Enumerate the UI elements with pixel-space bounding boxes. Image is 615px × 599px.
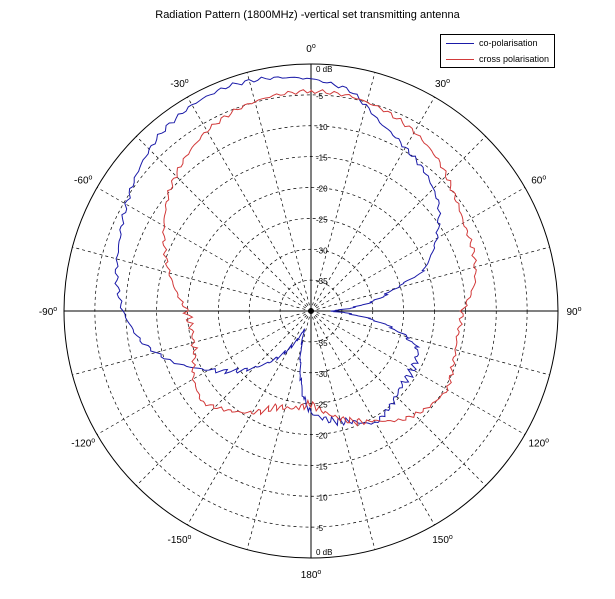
legend-label-cross-polarisation: cross polarisation <box>479 54 550 64</box>
ring-tick-label-bottom: -20 <box>316 431 328 441</box>
ring-tick-label-top: -35 <box>316 277 328 287</box>
legend-entry-cross-polarisation <box>441 53 554 67</box>
ring-tick-label-bottom: 0 dB <box>316 548 333 557</box>
ring-tick-label-bottom: -35 <box>316 338 328 348</box>
angle-label: 30$^o$ <box>434 78 451 91</box>
legend-swatch-cross-polarisation <box>446 59 474 60</box>
grid-spoke <box>247 72 311 311</box>
angle-label: -30$^o$ <box>170 78 189 91</box>
chart-title: Radiation Pattern (1800MHz) -vertical set transmitting antenna <box>155 9 460 21</box>
angle-label: -60$^o$ <box>74 174 93 187</box>
angle-label: -90$^o$ <box>38 306 58 318</box>
series-co-polarisation-trace <box>115 77 441 425</box>
legend-entry-co-polarisation <box>441 37 554 51</box>
legend-label-co-polarisation: co-polarisation <box>479 38 538 48</box>
ring-tick-label-top: 0 dB <box>316 65 333 74</box>
angle-label: 0$^o$ <box>306 43 316 55</box>
series-layer <box>115 77 476 426</box>
angle-label: -120$^o$ <box>71 437 96 450</box>
angle-label: 150$^o$ <box>432 533 453 546</box>
ring-tick-label-bottom: -25 <box>316 400 328 410</box>
ring-tick-label-top: -5 <box>316 91 324 101</box>
polar-grid <box>64 64 558 558</box>
legend <box>440 34 555 68</box>
ring-tick-label-top: -20 <box>316 184 328 194</box>
angle-label: 60$^o$ <box>531 174 547 187</box>
grid-spoke <box>136 136 311 311</box>
grid-spoke <box>311 97 435 311</box>
ring-tick-label-bottom: -10 <box>316 493 328 503</box>
angle-label: 90$^o$ <box>566 306 582 318</box>
ring-tick-label-top: -30 <box>316 246 328 256</box>
grid-spoke <box>97 311 311 435</box>
grid-spoke <box>188 97 312 311</box>
angle-label: -150$^o$ <box>167 533 192 546</box>
grid-spoke <box>311 311 525 435</box>
grid-spoke <box>311 311 435 525</box>
ring-tick-label-top: -15 <box>316 153 328 163</box>
ring-tick-label-bottom: -30 <box>316 369 328 379</box>
ring-tick-label-top: -25 <box>316 215 328 225</box>
legend-swatch-co-polarisation <box>446 43 474 44</box>
grid-spoke <box>97 188 311 312</box>
angle-label: 180$^o$ <box>300 569 322 581</box>
ring-tick-label-bottom: -15 <box>316 462 328 472</box>
ring-tick-label-bottom: -5 <box>316 524 324 534</box>
angle-label: 120$^o$ <box>528 437 550 450</box>
ring-tick-label-top: -10 <box>316 122 328 132</box>
